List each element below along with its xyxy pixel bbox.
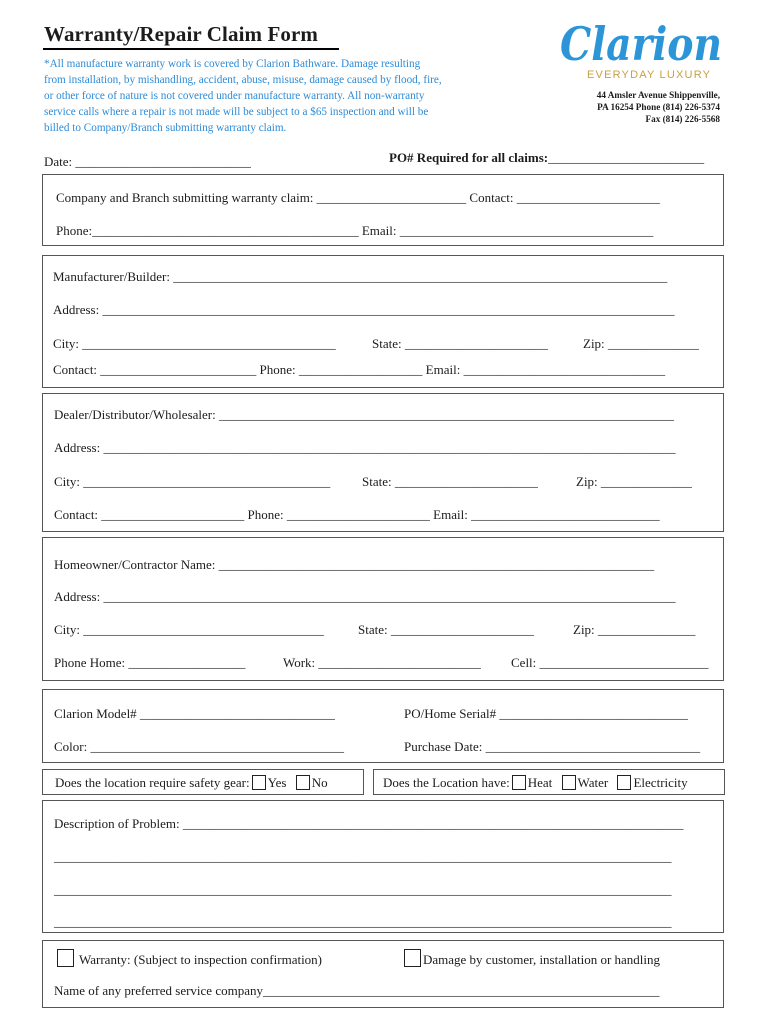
manufacturer-field[interactable]: Manufacturer/Builder: ____________________________________________________________________________ [53, 269, 668, 284]
homeowner-name-field[interactable]: Homeowner/Contractor Name: ___________________________________________________________________ [54, 557, 655, 572]
damage-checkbox[interactable] [404, 949, 421, 967]
problem-description-line[interactable]: _______________________________________________________________________________________________ [54, 849, 672, 864]
homeowner-cell-field[interactable]: Cell: __________________________ [511, 655, 709, 670]
homeowner-phone-field[interactable]: Phone Home: __________________ [54, 655, 246, 670]
dealer-field[interactable]: Dealer/Distributor/Wholesaler: ______________________________________________________________________ [54, 407, 674, 422]
disclaimer-line: or other force of nature is not covered under manufacture warranty. All non-warranty [44, 90, 425, 102]
manufacturer-address-field[interactable]: Address: ________________________________________________________________________________________ [53, 302, 675, 317]
company-branch-field[interactable]: Company and Branch submitting warranty claim: _______________________ Contact: ______________________ [56, 190, 660, 205]
address-line: Fax (814) 226-5568 [645, 114, 720, 124]
homeowner-state-field[interactable]: State: ______________________ [358, 622, 534, 637]
disclaimer-line: *All manufacture warranty work is covered by Clarion Bathware. Damage resulting [44, 58, 421, 70]
safety-gear-label: Does the location require safety gear: [55, 775, 250, 790]
damage-option [404, 949, 660, 968]
homeowner-zip-field[interactable]: Zip: _______________ [573, 622, 696, 637]
safety-gear-question [55, 775, 328, 791]
disclaimer-line: billed to Company/Branch submitting warranty claim. [44, 122, 287, 134]
color-field[interactable]: Color: _______________________________________ [54, 739, 344, 754]
location-have-label: Does the Location have: [383, 775, 510, 790]
problem-description-line[interactable]: _______________________________________________________________________________________________ [54, 914, 672, 929]
company-address [560, 89, 720, 125]
po-blank[interactable]: ________________________ [548, 150, 705, 165]
date-field[interactable]: Date: ___________________________ [44, 154, 251, 169]
warranty-option [55, 949, 322, 968]
warranty-label: Warranty: (Subject to inspection confirmation) [79, 952, 323, 967]
heat-checkbox[interactable] [512, 775, 526, 790]
form-title: Warranty/Repair Claim Form [44, 22, 319, 46]
safety-gear-no-label: No [311, 775, 328, 790]
po-label: PO# Required for all claims: [389, 150, 549, 165]
electricity-checkbox[interactable] [617, 775, 631, 790]
damage-label: Damage by customer, installation or handling [423, 952, 661, 967]
manufacturer-zip-field[interactable]: Zip: ______________ [583, 336, 699, 351]
location-utilities-question [383, 775, 688, 791]
model-number-field[interactable]: Clarion Model# ______________________________ [54, 706, 335, 721]
heat-label: Heat [527, 775, 553, 790]
homeowner-address-field[interactable]: Address: ________________________________________________________________________________________ [54, 589, 676, 604]
dealer-contact-field[interactable]: Contact: ______________________ Phone: ______________________ Email: _____________________________ [54, 507, 660, 522]
safety-gear-yes-checkbox[interactable] [252, 775, 266, 790]
homeowner-city-field[interactable]: City: _____________________________________ [54, 622, 324, 637]
logo-wordmark: Clarion [560, 17, 722, 71]
water-label: Water [577, 775, 609, 790]
preferred-service-field[interactable]: Name of any preferred service company_____________________________________________________________ [54, 983, 660, 998]
safety-gear-yes-label: Yes [267, 775, 287, 790]
serial-number-field[interactable]: PO/Home Serial# _____________________________ [404, 706, 688, 721]
safety-gear-no-checkbox[interactable] [296, 775, 310, 790]
problem-description-line[interactable]: _______________________________________________________________________________________________ [54, 882, 672, 897]
po-field[interactable] [389, 150, 704, 166]
address-line: 44 Amsler Avenue Shippenville, [596, 90, 720, 100]
warranty-checkbox[interactable] [57, 949, 74, 967]
dealer-city-field[interactable]: City: ______________________________________ [54, 474, 331, 489]
manufacturer-contact-field[interactable]: Contact: ________________________ Phone: ___________________ Email: _______________________________ [53, 362, 666, 377]
manufacturer-city-field[interactable]: City: _______________________________________ [53, 336, 336, 351]
problem-description-field[interactable]: Description of Problem: _____________________________________________________________________________ [54, 816, 684, 831]
logo-tagline: EVERYDAY LUXURY [587, 69, 712, 81]
electricity-label: Electricity [633, 775, 688, 790]
dealer-state-field[interactable]: State: ______________________ [362, 474, 538, 489]
disclaimer-line: service calls where a repair is not made will be subject to a $65 inspection and will be [44, 106, 429, 118]
address-line: PA 16254 Phone (814) 226-5374 [597, 102, 720, 112]
water-checkbox[interactable] [562, 775, 576, 790]
title-underline [43, 48, 339, 50]
company-phone-email-field[interactable]: Phone:_________________________________________ Email: _______________________________________ [56, 223, 654, 238]
dealer-zip-field[interactable]: Zip: ______________ [576, 474, 692, 489]
warranty-disclaimer [44, 56, 504, 136]
dealer-address-field[interactable]: Address: ________________________________________________________________________________________ [54, 440, 676, 455]
disclaimer-line: from installation, by mishandling, accident, abuse, misuse, damage caused by flood, fire, [44, 74, 442, 86]
homeowner-work-field[interactable]: Work: _________________________ [283, 655, 481, 670]
purchase-date-field[interactable]: Purchase Date: _________________________________ [404, 739, 701, 754]
manufacturer-state-field[interactable]: State: ______________________ [372, 336, 548, 351]
